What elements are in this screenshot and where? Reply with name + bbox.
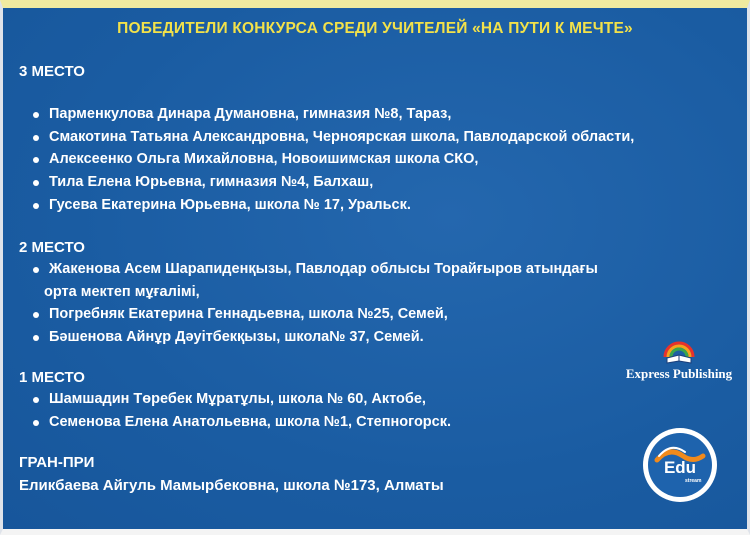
place3-list — [30, 103, 634, 217]
list-item: Погребняк Екатерина Геннадьевна, школа №25, Семей, — [30, 303, 598, 326]
list-item: Шамшадин Төребек Мұратұлы, школа № 60, Актобе, — [30, 388, 451, 411]
place1-list — [30, 388, 451, 433]
place1-heading: 1 МЕСТО — [19, 369, 85, 386]
express-publishing-label: Express Publishing — [625, 366, 733, 381]
book-rainbow-icon — [659, 335, 699, 365]
grand-prix-winner: Еликбаева Айгуль Мамырбековна, школа №173, Алматы — [19, 477, 444, 494]
list-item-continuation: орта мектеп мұғалімі, — [44, 283, 200, 300]
express-publishing-logo — [620, 335, 738, 383]
edu-stream-label: Edu — [663, 458, 697, 477]
edu-stream-sublabel: stream — [685, 478, 702, 484]
list-item: Парменкулова Динара Думановна, гимназия №8, Тараз, — [30, 103, 634, 126]
list-item: Жакенова Асем Шарапиденқызы, Павлодар облысы Торайғыров атындағы — [30, 258, 598, 281]
poster-title: ПОБЕДИТЕЛИ КОНКУРСА СРЕДИ УЧИТЕЛЕЙ «НА ПУТИ К МЕЧТЕ» — [117, 20, 633, 37]
place2-list — [30, 258, 598, 349]
edu-stream-logo — [641, 426, 719, 504]
list-item: Гусева Екатерина Юрьевна, школа № 17, Уральск. — [30, 194, 634, 217]
list-item: Алексеенко Ольга Михайловна, Новоишимская школа СКО, — [30, 148, 634, 171]
place3-heading: 3 МЕСТО — [19, 63, 85, 80]
grand-prix-heading: ГРАН-ПРИ — [19, 454, 95, 471]
place2-heading: 2 МЕСТО — [19, 239, 85, 256]
list-item: Семенова Елена Анатольевна, школа №1, Степногорск. — [30, 411, 451, 434]
list-item: Смакотина Татьяна Александровна, Черноярская школа, Павлодарской области, — [30, 126, 634, 149]
list-item: Тила Елена Юрьевна, гимназия №4, Балхаш, — [30, 171, 634, 194]
list-item: Бәшенова Айнұр Дәуітбекқызы, школа№ 37, Семей. — [30, 326, 598, 349]
